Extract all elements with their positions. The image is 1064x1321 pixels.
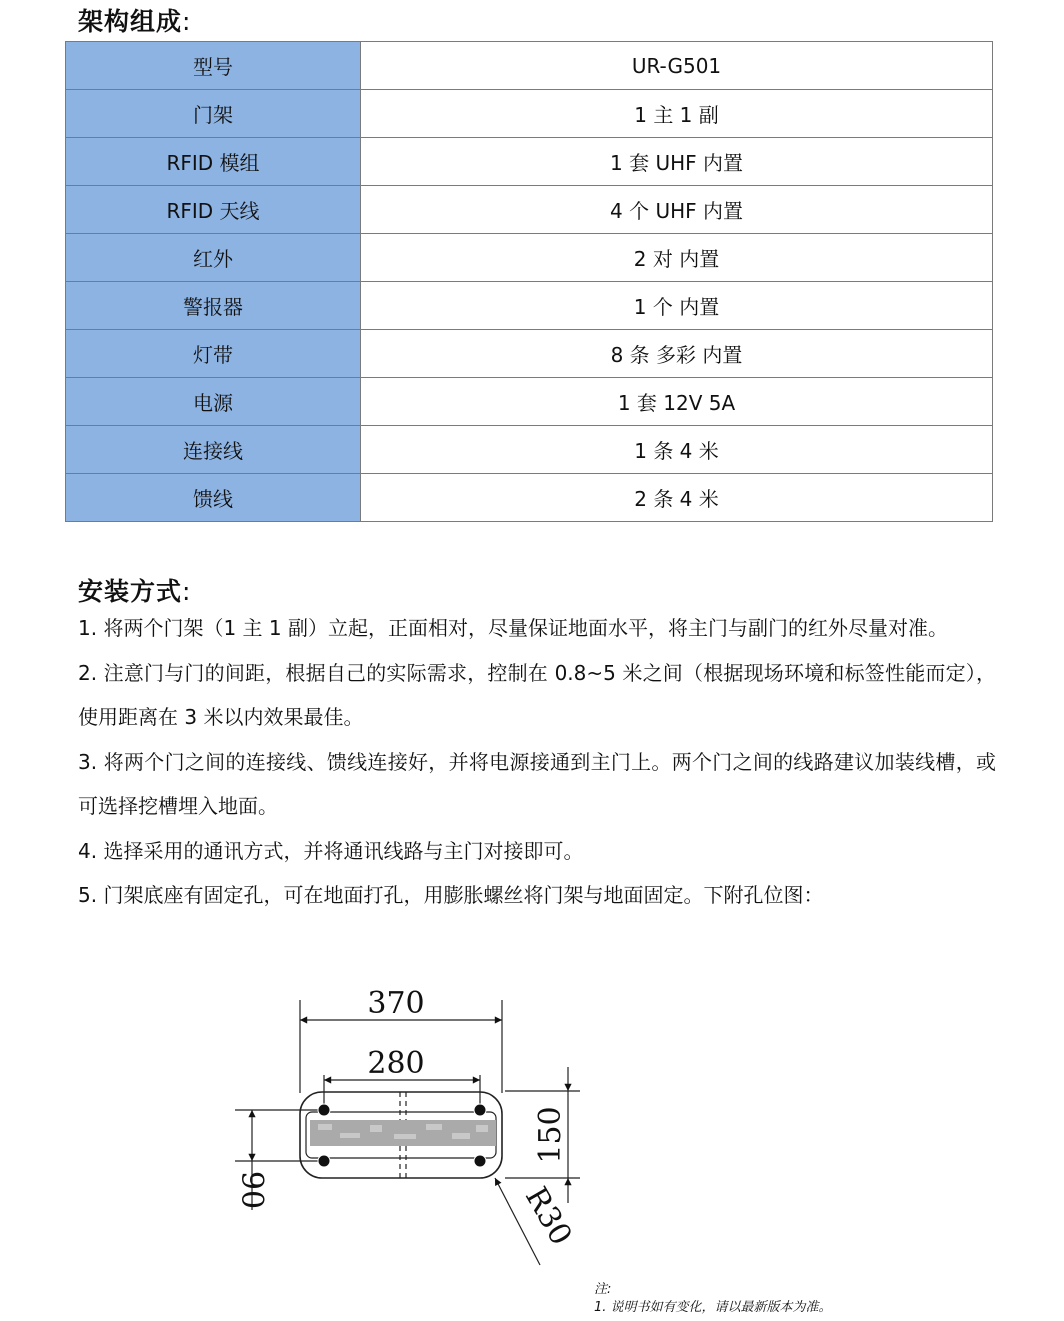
- hole-position-diagram: [200, 975, 600, 1275]
- dim-label-width: 370: [367, 986, 425, 1021]
- spec-title-colon: :: [182, 7, 192, 36]
- dim-label-hole-depth: 90: [234, 1170, 269, 1210]
- spec-value-cell: 1 套 12V 5A: [361, 378, 993, 426]
- dim-label-depth: 150: [533, 1106, 568, 1164]
- note-label: 注:: [594, 1282, 612, 1297]
- spec-label-cell: 警报器: [66, 282, 361, 330]
- spec-row: [66, 330, 993, 378]
- dim-label-radius: R30: [517, 1181, 579, 1252]
- install-steps: [78, 606, 996, 918]
- pattern-mark: [370, 1125, 382, 1132]
- note-line-1: 1. 说明书如有变化，请以最新版本为准。: [594, 1300, 832, 1315]
- spec-row: [66, 234, 993, 282]
- spec-label-cell: 馈线: [66, 474, 361, 522]
- pattern-mark: [340, 1133, 360, 1138]
- spec-label-cell: 门架: [66, 90, 361, 138]
- pattern-mark: [452, 1133, 470, 1139]
- pattern-mark: [426, 1124, 442, 1130]
- spec-row: [66, 186, 993, 234]
- spec-title-text: 架构组成: [78, 7, 183, 36]
- install-step-5: 5. 门架底座有固定孔，可在地面打孔，用膨胀螺丝将门架与地面固定。下附孔位图：: [78, 883, 824, 907]
- spec-label-cell: 灯带: [66, 330, 361, 378]
- spec-label-cell: 电源: [66, 378, 361, 426]
- spec-label-cell: 连接线: [66, 426, 361, 474]
- install-title-text: 安装方式: [78, 577, 183, 606]
- spec-row: [66, 378, 993, 426]
- spec-value-cell: UR-G501: [361, 42, 993, 90]
- mount-hole: [318, 1155, 330, 1167]
- spec-value-cell: 2 条 4 米: [361, 474, 993, 522]
- install-step-3: 3. 将两个门之间的连接线、馈线连接好，并将电源接通到主门上。两个门之间的线路建议加装线槽，或可选择挖槽埋入地面。: [78, 749, 996, 818]
- spec-row: [66, 42, 993, 90]
- spec-value-cell: 1 条 4 米: [361, 426, 993, 474]
- dim-label-hole-span: 280: [367, 1046, 425, 1081]
- spec-label-cell: RFID 模组: [66, 138, 361, 186]
- mount-hole: [474, 1104, 486, 1116]
- pattern-mark: [394, 1134, 416, 1139]
- pattern-mark: [476, 1125, 488, 1132]
- spec-section-title: [78, 2, 191, 38]
- spec-label-cell: 型号: [66, 42, 361, 90]
- mount-hole: [474, 1155, 486, 1167]
- spec-value-cell: 1 主 1 副: [361, 90, 993, 138]
- spec-row: [66, 138, 993, 186]
- spec-table: [65, 41, 993, 522]
- install-step-2: 2. 注意门与门的间距，根据自己的实际需求，控制在 0.8~5 米之间（根据现场环境和标签性能而定），使用距离在 3 米以内效果最佳。: [78, 660, 996, 729]
- pattern-mark: [318, 1124, 332, 1130]
- spec-value-cell: 8 条 多彩 内置: [361, 330, 993, 378]
- spec-value-cell: 1 套 UHF 内置: [361, 138, 993, 186]
- note-block: [594, 1281, 832, 1317]
- install-step-4: 4. 选择采用的通讯方式，并将通讯线路与主门对接即可。: [78, 838, 584, 863]
- spec-row: [66, 90, 993, 138]
- mount-hole: [318, 1104, 330, 1116]
- install-section-title: [78, 572, 191, 608]
- spec-label-cell: RFID 天线: [66, 186, 361, 234]
- spec-label-cell: 红外: [66, 234, 361, 282]
- spec-value-cell: 1 个 内置: [361, 282, 993, 330]
- spec-row: [66, 474, 993, 522]
- install-title-colon: :: [182, 577, 192, 606]
- spec-row: [66, 426, 993, 474]
- install-step-1: 1. 将两个门架（1 主 1 副）立起，正面相对，尽量保证地面水平，将主门与副门的红外尽量对准。: [78, 616, 948, 640]
- spec-value-cell: 4 个 UHF 内置: [361, 186, 993, 234]
- spec-value-cell: 2 对 内置: [361, 234, 993, 282]
- spec-row: [66, 282, 993, 330]
